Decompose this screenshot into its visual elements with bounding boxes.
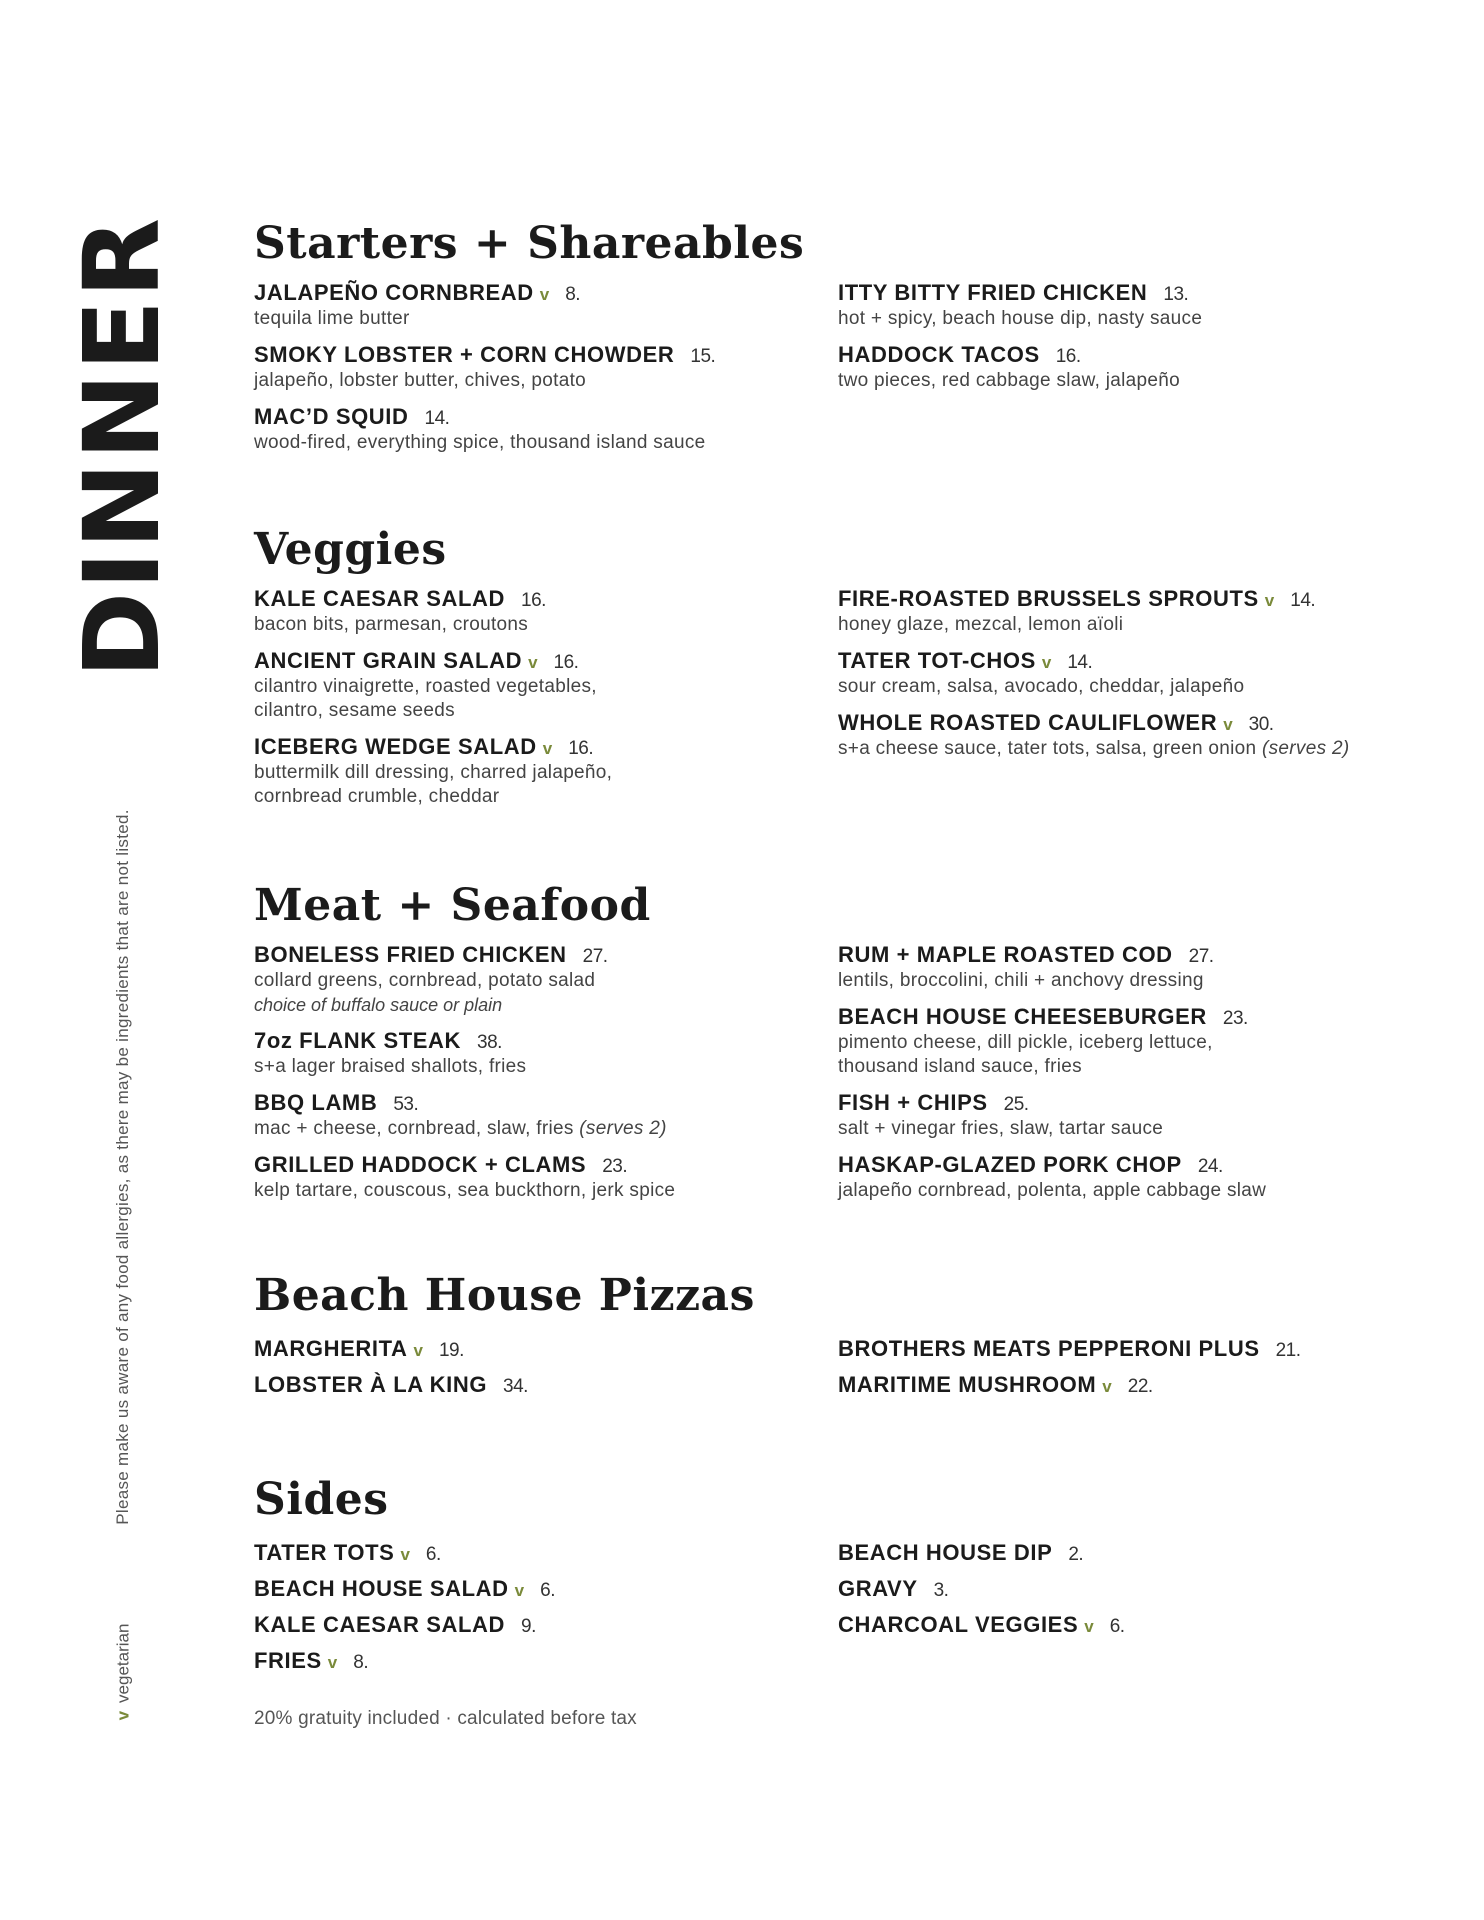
item-description: two pieces, red cabbage slaw, jalapeño [838,370,1181,391]
item-description [254,1117,838,1141]
section-heading: Sides [254,1474,389,1525]
item-name: BEACH HOUSE SALAD [254,1576,509,1601]
item-price: 38. [477,1032,502,1053]
item-name: ITTY BITTY FRIED CHICKEN [838,280,1148,305]
item-name: SMOKY LOBSTER + CORN CHOWDER [254,342,675,367]
item-description: collard greens, cornbread, potato salad [254,970,596,991]
item-description: honey glaze, mezcal, lemon aïoli [838,614,1124,635]
item-description: thousand island sauce, fries [838,1056,1082,1077]
item-description: tequila lime butter [254,308,410,329]
item-price: 19. [438,1340,464,1361]
item-name: BEACH HOUSE CHEESEBURGER [838,1004,1207,1029]
item-description: cilantro, sesame seeds [254,700,455,721]
gratuity-note: 20% gratuity included · calculated before tax [254,1708,637,1729]
menu-item [838,710,1398,761]
item-note: choice of buffalo sauce or plain [254,995,503,1015]
vegetarian-icon: v [400,1545,410,1564]
item-price: 13. [1163,284,1189,305]
legend-label: vegetarian [113,1623,133,1703]
menu-item [254,280,838,331]
item-price: 6. [540,1580,555,1601]
item-price: 24. [1197,1156,1223,1177]
item-price: 15. [690,346,716,367]
menu-item [254,586,838,637]
menu-item [838,1336,1398,1363]
item-price: 6. [1109,1616,1125,1637]
item-name: TATER TOTS [254,1540,395,1565]
menu-item [254,1152,838,1203]
item-description: cilantro vinaigrette, roasted vegetables, [254,676,597,697]
item-price: 16. [1055,346,1081,367]
menu-item [254,1576,838,1603]
menu-item [838,1372,1398,1399]
menu-item [254,342,838,393]
item-description-text: s+a cheese sauce, tater tots, salsa, green onion [838,738,1257,759]
item-price: 8. [565,284,581,305]
vegetarian-icon: v [327,1653,338,1672]
item-price: 16. [521,590,546,611]
menu-item [254,1540,838,1567]
section-pizzas [254,1270,1404,1408]
item-price: 6. [425,1544,441,1565]
menu-item [838,1152,1398,1203]
section-starters [254,218,1404,466]
item-price: 27. [1188,946,1214,967]
item-price: 3. [933,1580,949,1601]
menu-item [838,1576,1398,1603]
item-description: jalapeño, lobster butter, chives, potato [254,370,587,391]
item-name: BONELESS FRIED CHICKEN [254,942,567,967]
item-price: 2. [1068,1544,1084,1565]
item-price: 16. [568,738,594,759]
item-description: s+a lager braised shallots, fries [254,1056,527,1077]
vegetarian-icon: v [113,1710,133,1721]
vegetarian-icon: v [1102,1377,1112,1396]
menu-item [254,734,838,809]
item-name: RUM + MAPLE ROASTED COD [838,942,1173,967]
item-description: pimento cheese, dill pickle, iceberg lettuce, [838,1032,1213,1053]
vegetarian-icon: v [1041,653,1052,672]
item-description: jalapeño cornbread, polenta, apple cabbage slaw [838,1180,1267,1201]
item-description: cornbread crumble, cheddar [254,786,500,807]
serves-note: (serves 2) [1262,738,1350,759]
item-price: 21. [1275,1340,1301,1361]
menu-item [838,586,1398,637]
menu-item [838,342,1398,393]
section-veggies [254,524,1404,820]
menu-item [254,1336,838,1363]
item-price: 25. [1003,1094,1029,1115]
item-price: 14. [1067,652,1093,673]
item-price: 9. [521,1616,536,1637]
menu-item [838,942,1398,993]
menu-title-text: DINNER [61,215,184,679]
item-name: ICEBERG WEDGE SALAD [254,734,537,759]
menu-item [254,404,838,455]
item-price: 22. [1127,1376,1153,1397]
item-price: 30. [1248,714,1274,735]
item-price: 23. [602,1156,628,1177]
menu-item [254,1028,838,1079]
item-name: BROTHERS MEATS PEPPERONI PLUS [838,1336,1260,1361]
vegetarian-icon: v [528,653,538,672]
item-name: HASKAP-GLAZED PORK CHOP [838,1152,1182,1177]
menu-item [838,280,1398,331]
item-description-text: mac + cheese, cornbread, slaw, fries [254,1118,574,1139]
vegetarian-legend [112,1612,134,1732]
item-name: GRILLED HADDOCK + CLAMS [254,1152,587,1177]
item-description: wood-fired, everything spice, thousand island sauce [254,432,706,453]
menu-item [254,1372,838,1399]
vegetarian-icon: v [1084,1617,1094,1636]
item-name: ANCIENT GRAIN SALAD [254,648,523,673]
vegetarian-icon: v [514,1581,525,1600]
vegetarian-icon: v [413,1341,423,1360]
menu-item [254,1648,838,1675]
item-price: 8. [353,1652,369,1673]
item-name: KALE CAESAR SALAD [254,586,505,611]
item-name: LOBSTER À LA KING [254,1372,488,1397]
item-name: TATER TOT-CHOS [838,648,1036,673]
menu-item [254,1612,838,1639]
allergy-note-text: Please make us aware of any food allergies, as there may be ingredients that are not listed. [113,809,133,1525]
section-heading: Starters + Shareables [254,218,805,269]
vegetarian-icon: v [1223,715,1233,734]
legend-content [113,1624,133,1721]
item-price: 53. [393,1094,419,1115]
item-price: 14. [1290,590,1316,611]
menu-item [838,1540,1398,1567]
item-name: 7oz FLANK STEAK [254,1028,461,1053]
item-name: BBQ LAMB [254,1090,378,1115]
item-name: FRIES [254,1648,322,1673]
item-name: MAC’D SQUID [254,404,409,429]
item-name: MARGHERITA [254,1336,408,1361]
section-sides [254,1474,1404,1684]
menu-item [838,1090,1398,1141]
menu-item [838,1612,1398,1639]
item-name: FIRE-ROASTED BRUSSELS SPROUTS [838,586,1259,611]
menu-title [61,215,184,679]
item-description: buttermilk dill dressing, charred jalapeño, [254,762,613,783]
menu-item [254,942,838,1017]
item-description [838,737,1398,761]
item-name: KALE CAESAR SALAD [254,1612,505,1637]
item-price: 23. [1222,1008,1248,1029]
section-heading: Beach House Pizzas [254,1270,755,1321]
item-description: bacon bits, parmesan, croutons [254,614,529,635]
item-price: 16. [553,652,579,673]
menu-item [838,648,1398,699]
item-name: WHOLE ROASTED CAULIFLOWER [838,710,1218,735]
item-name: BEACH HOUSE DIP [838,1540,1053,1565]
vegetarian-icon: v [539,285,550,304]
vegetarian-icon: v [542,739,553,758]
item-description: salt + vinegar fries, slaw, tartar sauce [838,1118,1164,1139]
item-name: JALAPEÑO CORNBREAD [254,280,534,305]
vegetarian-icon: v [1264,591,1275,610]
menu-item [838,1004,1398,1079]
item-description: hot + spicy, beach house dip, nasty sauce [838,308,1203,329]
item-name: CHARCOAL VEGGIES [838,1612,1079,1637]
item-name: FISH + CHIPS [838,1090,988,1115]
section-heading: Veggies [254,524,447,575]
item-description: kelp tartare, couscous, sea buckthorn, jerk spice [254,1180,676,1201]
menu-item [254,1090,838,1141]
item-name: GRAVY [838,1576,918,1601]
item-price: 27. [582,946,608,967]
item-description: lentils, broccolini, chili + anchovy dressing [838,970,1204,991]
item-name: MARITIME MUSHROOM [838,1372,1097,1397]
menu-item [254,648,838,723]
section-heading: Meat + Seafood [254,880,651,931]
item-price: 14. [424,408,450,429]
allergy-note [112,782,134,1552]
item-description: sour cream, salsa, avocado, cheddar, jalapeño [838,676,1245,697]
item-price: 34. [503,1376,528,1397]
section-meat-seafood [254,880,1404,1214]
serves-note: (serves 2) [579,1118,667,1139]
item-name: HADDOCK TACOS [838,342,1040,367]
